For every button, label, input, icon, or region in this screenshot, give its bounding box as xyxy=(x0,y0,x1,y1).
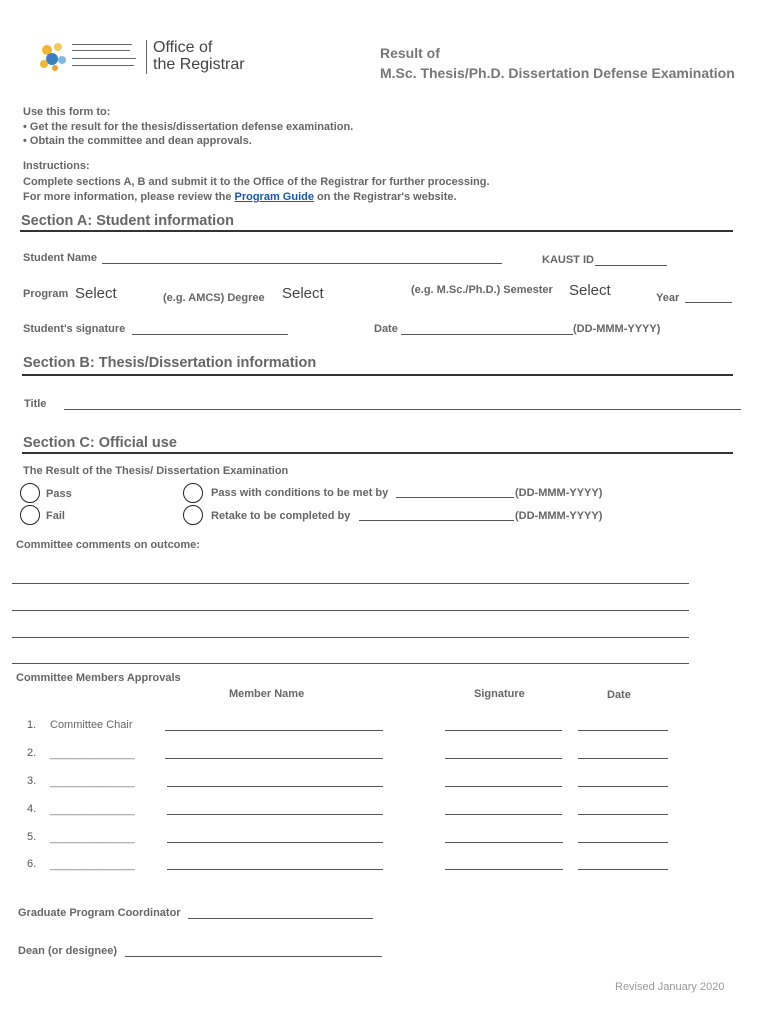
kaust-logo-lettering xyxy=(72,42,140,68)
fail-radio[interactable] xyxy=(20,505,40,525)
member-title-blank[interactable]: _______________ xyxy=(50,832,135,844)
member-title-blank[interactable]: _______________ xyxy=(50,776,135,788)
logo-divider xyxy=(146,40,147,74)
kaust-logo-icon xyxy=(38,40,70,74)
instructions-line-2 xyxy=(23,191,457,203)
date-field-5[interactable] xyxy=(578,842,668,843)
section-c-rule xyxy=(22,452,733,454)
member-name-field-6[interactable] xyxy=(167,869,383,870)
date-field-3[interactable] xyxy=(578,786,668,787)
student-signature-label: Student's signature xyxy=(23,323,126,335)
form-title-line-2: M.Sc. Thesis/Ph.D. Dissertation Defense Examination xyxy=(380,65,735,81)
signature-field-4[interactable] xyxy=(445,814,562,815)
signature-field-3[interactable] xyxy=(445,786,562,787)
col-signature: Signature xyxy=(474,688,525,700)
form-title-line-1: Result of xyxy=(380,45,440,61)
instructions-label: Instructions: xyxy=(23,160,90,172)
committee-comments-label: Committee comments on outcome: xyxy=(16,539,200,551)
section-b-title: Section B: Thesis/Dissertation information xyxy=(23,355,317,371)
logo-text-line-1: Office of xyxy=(153,39,213,56)
degree-select[interactable]: Select xyxy=(282,285,324,302)
approval-row-number: 1. xyxy=(27,719,37,731)
year-label: Year xyxy=(656,292,680,304)
member-title-blank[interactable]: _______________ xyxy=(50,748,135,760)
fail-label: Fail xyxy=(46,510,65,522)
program-guide-link[interactable]: Program Guide xyxy=(234,191,314,203)
kaust-logo xyxy=(38,40,143,76)
approval-row-number: 3. xyxy=(27,775,37,787)
retake-label: Retake to be completed by xyxy=(211,510,351,522)
logo-office-text xyxy=(153,39,245,73)
date-field-1[interactable] xyxy=(578,730,668,731)
pass-radio[interactable] xyxy=(20,483,40,503)
member-name-field-2[interactable] xyxy=(165,758,383,759)
date-field-6[interactable] xyxy=(578,869,668,870)
approval-row-number: 2. xyxy=(27,747,37,759)
program-select[interactable]: Select xyxy=(75,285,117,302)
intro-bullet-2: • Obtain the committee and dean approvals. xyxy=(23,135,252,147)
pass-conditions-date-field[interactable] xyxy=(396,497,514,498)
pass-conditions-radio[interactable] xyxy=(183,483,203,503)
instructions-pre: For more information, please review the xyxy=(23,191,235,203)
date-label: Date xyxy=(374,323,398,335)
member-name-field-1[interactable] xyxy=(165,730,383,731)
approval-row-number: 5. xyxy=(27,831,37,843)
intro-use-form: Use this form to: xyxy=(23,106,111,118)
member-name-field-4[interactable] xyxy=(167,814,383,815)
dean-label: Dean (or designee) xyxy=(18,945,118,957)
comment-line-4[interactable] xyxy=(12,663,689,664)
signature-field-2[interactable] xyxy=(445,758,562,759)
signature-field-6[interactable] xyxy=(445,869,563,870)
approval-row-number: 6. xyxy=(27,858,37,870)
kaust-id-field[interactable] xyxy=(595,265,667,266)
thesis-title-field[interactable] xyxy=(64,409,741,410)
col-date: Date xyxy=(607,689,631,701)
coordinator-field[interactable] xyxy=(188,918,373,919)
retake-date-format: (DD-MMM-YYYY) xyxy=(515,510,603,522)
intro-bullet-1: • Get the result for the thesis/dissertation defense examination. xyxy=(23,121,354,133)
kaust-id-label: KAUST ID xyxy=(542,254,594,266)
dean-field[interactable] xyxy=(125,956,382,957)
section-a-title: Section A: Student information xyxy=(21,213,234,229)
comment-line-3[interactable] xyxy=(12,637,689,638)
title-label: Title xyxy=(24,398,47,410)
revised-date: Revised January 2020 xyxy=(615,981,725,993)
program-hint: (e.g. AMCS) Degree xyxy=(163,292,265,304)
committee-chair-label: Committee Chair xyxy=(50,719,133,731)
section-a-rule xyxy=(20,230,733,232)
year-field[interactable] xyxy=(685,302,732,303)
approval-row-number: 4. xyxy=(27,803,37,815)
retake-radio[interactable] xyxy=(183,505,203,525)
student-name-label: Student Name xyxy=(23,252,97,264)
instructions-line-1: Complete sections A, B and submit it to the Office of the Registrar for further processing. xyxy=(23,176,490,188)
instructions-post: on the Registrar's website. xyxy=(313,191,457,203)
semester-hint: (e.g. M.Sc./Ph.D.) Semester xyxy=(411,284,553,296)
comment-line-2[interactable] xyxy=(12,610,689,611)
date-field-4[interactable] xyxy=(578,814,668,815)
logo-text-line-2: the Registrar xyxy=(153,56,245,73)
signature-field-1[interactable] xyxy=(445,730,562,731)
approvals-title: Committee Members Approvals xyxy=(16,672,181,684)
signature-field-5[interactable] xyxy=(445,842,563,843)
date-field-2[interactable] xyxy=(578,758,668,759)
comment-line-1[interactable] xyxy=(12,583,689,584)
retake-date-field[interactable] xyxy=(359,520,514,521)
member-title-blank[interactable]: _______________ xyxy=(50,859,135,871)
pass-conditions-date-format: (DD-MMM-YYYY) xyxy=(515,487,603,499)
member-title-blank[interactable]: _______________ xyxy=(50,804,135,816)
member-name-field-3[interactable] xyxy=(167,786,383,787)
result-label: The Result of the Thesis/ Dissertation Examination xyxy=(23,465,289,477)
col-member-name: Member Name xyxy=(229,688,305,700)
date-field[interactable] xyxy=(401,334,573,335)
member-name-field-5[interactable] xyxy=(167,842,383,843)
section-b-rule xyxy=(22,374,733,376)
pass-conditions-label: Pass with conditions to be met by xyxy=(211,487,389,499)
pass-label: Pass xyxy=(46,488,72,500)
student-name-field[interactable] xyxy=(102,263,502,264)
semester-select[interactable]: Select xyxy=(569,282,611,299)
student-signature-field[interactable] xyxy=(132,334,288,335)
coordinator-label: Graduate Program Coordinator xyxy=(18,907,181,919)
program-label: Program xyxy=(23,288,69,300)
date-format-a: (DD-MMM-YYYY) xyxy=(573,323,661,335)
section-c-title: Section C: Official use xyxy=(23,435,177,451)
